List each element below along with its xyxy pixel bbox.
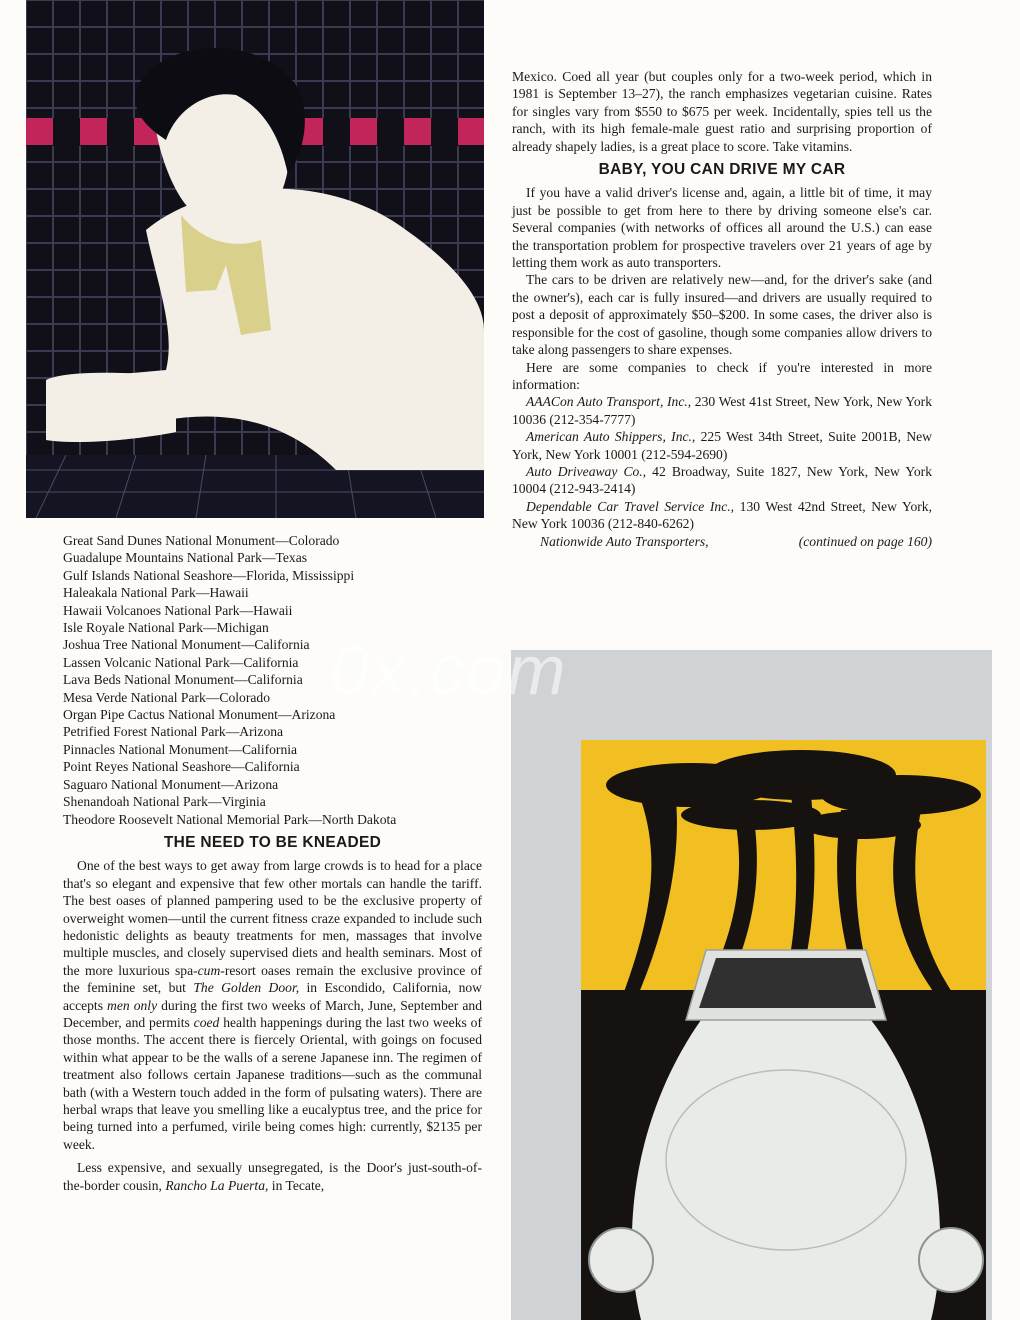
park-list-item: Hawaii Volcanoes National Park—Hawaii — [63, 602, 293, 618]
park-list-item: Haleakala National Park—Hawaii — [63, 585, 249, 601]
park-list-item: Guadalupe Mountains National Park—Texas — [63, 550, 308, 566]
company-name: Nationwide Auto Transporters, — [540, 533, 709, 549]
kneaded-paragraph-2: Less expensive, and sexually unsegregated, is the Door's just-south-of-the-border cousin, Rancho La Puerta, in Tecate, — [63, 1160, 482, 1193]
right-column — [512, 68, 932, 550]
illustration-man-tiled-wall — [26, 0, 484, 518]
car-illustration-svg — [581, 740, 986, 1320]
company-entry — [512, 393, 932, 428]
illustration-car-trees — [511, 650, 992, 1320]
continued-note: (continued on page 160) — [798, 533, 932, 549]
park-list-item: Shenandoah National Park—Virginia — [63, 794, 266, 810]
section-heading-drive: BABY, YOU CAN DRIVE MY CAR — [598, 161, 846, 179]
park-list-item: Lassen Volcanic National Park—California — [63, 654, 299, 670]
company-entry — [512, 498, 932, 533]
company-address: 130 West 42nd Street, New York, New York 10036 (212-840-6262) — [512, 498, 933, 532]
man-forearm — [46, 373, 176, 442]
company-name: AAACon Auto Transport, Inc., — [526, 394, 692, 410]
kneaded-paragraph-1: One of the best ways to get away from large crowds is to head for a place that's so elegant and expensive that few other mortals can handle the tariff. The best oases of planned pampering used to be the exclusive property of overweight women—until the current fitness craze expanded to include such hedonistic delights as beauty treatments for men, massages that involve multiple muscles, and closely supervised diets and health seminars. Most of the more luxurious spa-cum-resort oases remain the exclusive province of the feminine set, but The Golden Door, in Escondido, California, now accepts men only during the first two weeks of March, June, September and December, and permits coed health happenings during the last two weeks of those months. The accent there is fiercely Oriental, with goings on focused within what appear to be the walls of a serene Japanese inn. The regimen of treatment also follows certain Japanese traditions—such as the communal bath (with a Western touch added in the form of pulsating waters). There are herbal wraps that leave you smelling like a eucalyptus tree, and the price for being turned into a perfumed, virile being comes high: currently, $2135 per week. — [63, 858, 482, 1152]
park-list-item: Pinnacles National Monument—California — [63, 741, 298, 757]
park-list-item: Lava Beds National Monument—California — [63, 672, 303, 688]
company-address: 42 Broadway, Suite 1827, New York, New York 10004 (212-943-2414) — [512, 463, 932, 497]
company-entry — [512, 463, 932, 498]
drive-paragraph-2: The cars to be driven are relatively new—and, for the driver's sake (and the owner's), each car is fully insured—and drivers are usually required to post a deposit of approximately $50–$200. In some cases, the driver also is responsible for the cost of gasoline, though some companies allow drivers to take along passengers to share expenses. — [512, 272, 932, 358]
company-list — [512, 393, 932, 532]
drive-paragraph-3: Here are some companies to check if you're interested in more information: — [512, 359, 932, 392]
company-address: 230 West 41st Street, New York, New York 10036 (212-354-7777) — [512, 394, 932, 427]
continued-paragraph: Mexico. Coed all year (but couples only for a two-week period, which in 1981 is September 13–27), the ranch emphasizes vegetarian cuisine. Rates for singles vary from $550 to $675 per week. Incidentally, spies tell us the ranch, with its high female-male guest ratio and surprising proportion of already shapely ladies, is a great place to score. Take vitamins. — [512, 69, 932, 154]
company-name: Auto Driveaway Co., — [526, 463, 647, 479]
company-name: American Auto Shippers, Inc., — [526, 429, 696, 445]
park-list-item: Organ Pipe Cactus National Monument—Arizona — [63, 707, 336, 723]
company-name: Dependable Car Travel Service Inc., — [526, 498, 735, 514]
car-illustration-frame — [581, 740, 986, 1320]
park-list-item: Point Reyes National Seashore—California — [63, 759, 300, 775]
company-entry — [512, 428, 932, 463]
park-list-item: Theodore Roosevelt National Memorial Park—North Dakota — [63, 811, 397, 827]
park-list-item: Great Sand Dunes National Monument—Colorado — [63, 533, 340, 548]
drive-paragraph-1: If you have a valid driver's license and, again, a little bit of time, it may just be possible to get from here to there by driving someone else's car. Several companies (with networks of offices all around the U.S.) can ease the transportation problem for prospective travelers over 21 years of age by letting them work as auto transporters. — [512, 185, 932, 271]
park-list-item: Gulf Islands National Seashore—Florida, Mississippi — [63, 567, 355, 583]
watermark-text: 0x.com — [330, 631, 568, 709]
park-list-item: Saguaro National Monument—Arizona — [63, 776, 279, 792]
park-list-item: Isle Royale National Park—Michigan — [63, 620, 269, 636]
company-address: 225 West 34th Street, Suite 2001B, New York, New York 10001 (212-594-2690) — [512, 429, 932, 462]
man-illustration-svg — [26, 0, 484, 518]
park-list-item: Petrified Forest National Park—Arizona — [63, 724, 284, 740]
continued-line — [512, 533, 932, 550]
section-heading-kneaded: THE NEED TO BE KNEADED — [163, 833, 382, 851]
park-list-item: Joshua Tree National Monument—California — [63, 637, 310, 653]
park-list-item: Mesa Verde National Park—Colorado — [63, 689, 271, 705]
